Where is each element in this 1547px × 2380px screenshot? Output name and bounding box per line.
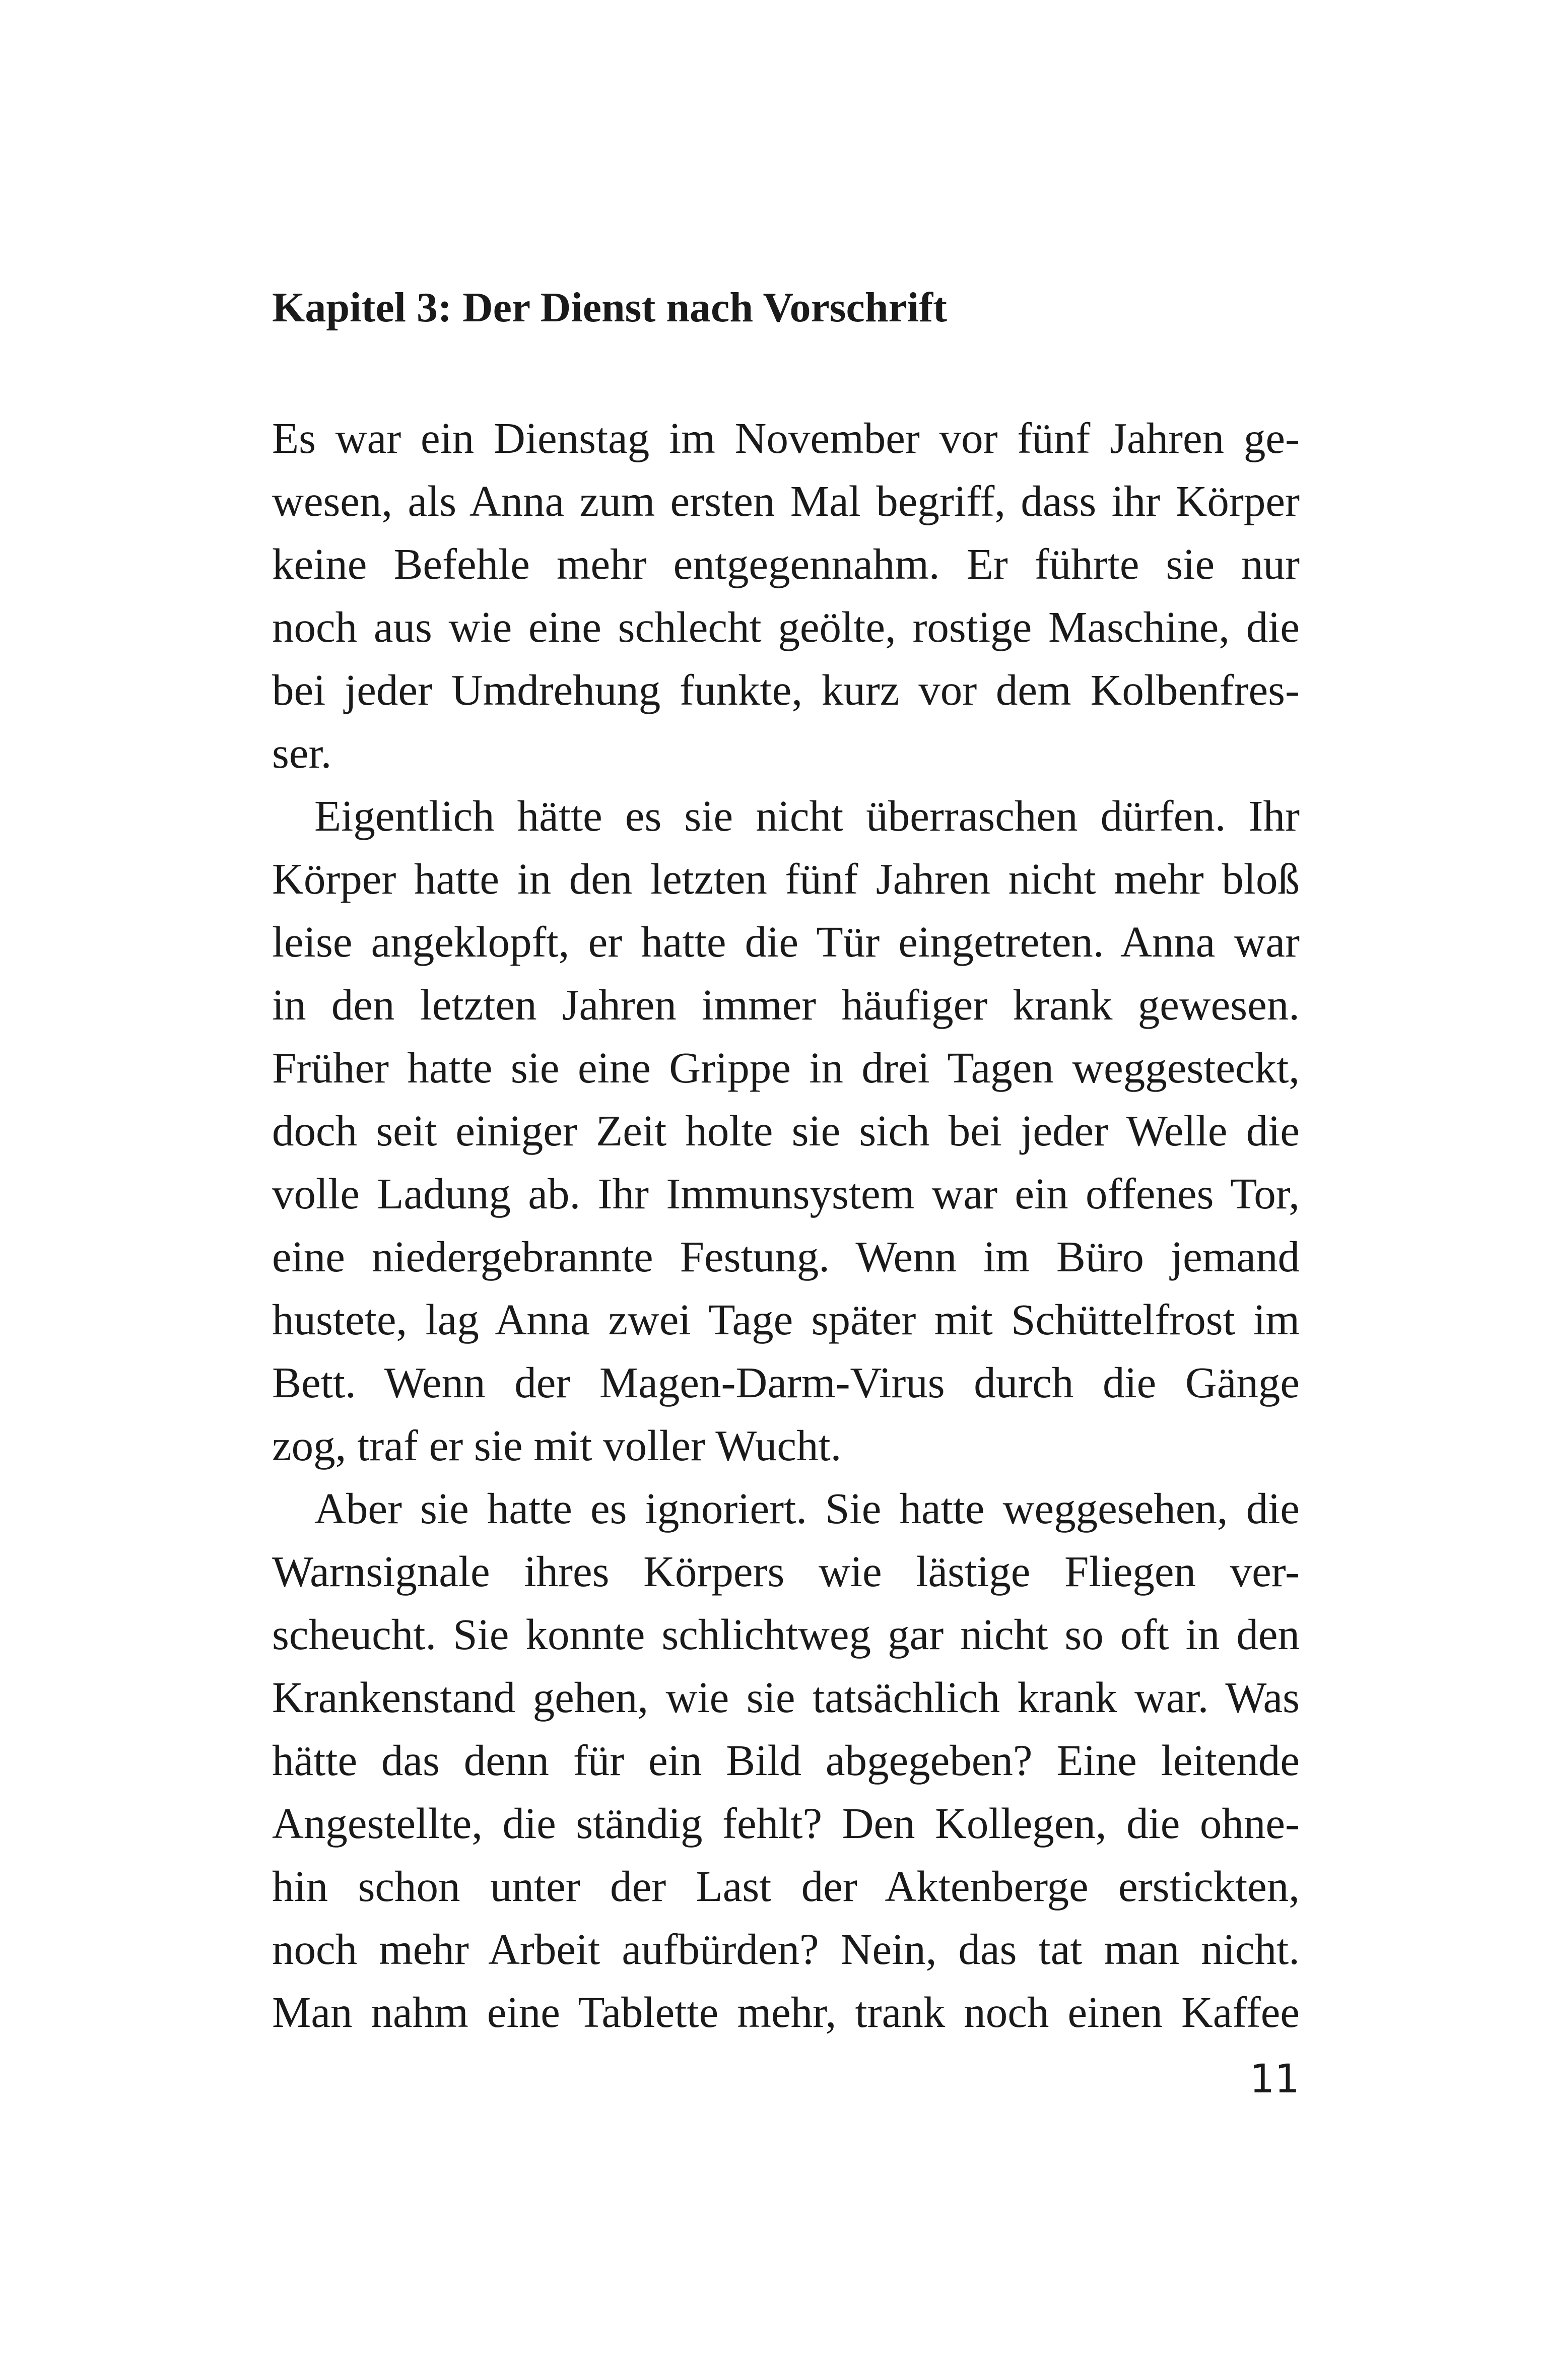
- paragraph-3: [272, 1477, 1300, 2044]
- text-line: keine Befehle mehr entgegennahm. Er führte sie nur: [272, 539, 1300, 588]
- text-line: Es war ein Dienstag im November vor fünf Jahren ge-: [272, 414, 1300, 462]
- text-line: eine niedergebrannte Festung. Wenn im Büro jemand: [272, 1232, 1300, 1281]
- page-number: 11: [1249, 2057, 1300, 2102]
- text-line: hätte das denn für ein Bild abgegeben? Eine leitende: [272, 1736, 1300, 1785]
- text-line: Angestellte, die ständig fehlt? Den Kollegen, die ohne-: [272, 1799, 1300, 1848]
- text-line: doch seit einiger Zeit holte sie sich bei jeder Welle die: [272, 1106, 1300, 1155]
- text-line: Aber sie hatte es ignoriert. Sie hatte weggesehen, die: [314, 1484, 1300, 1533]
- text-line: zog, traf er sie mit voller Wucht.: [272, 1421, 842, 1470]
- text-line: noch mehr Arbeit aufbürden? Nein, das tat man nicht.: [272, 1925, 1300, 1974]
- text-line: hustete, lag Anna zwei Tage später mit Schüttelfrost im: [272, 1295, 1300, 1344]
- chapter-title: Kapitel 3: Der Dienst nach Vorschrift: [272, 284, 948, 331]
- text-block: [272, 280, 1300, 2044]
- paragraph-1: [272, 406, 1300, 784]
- text-line: Eigentlich hätte es sie nicht überraschen dürfen. Ihr: [314, 791, 1300, 840]
- text-line: Man nahm eine Tablette mehr, trank noch einen Kaffee: [272, 1988, 1300, 2036]
- text-line: Früher hatte sie eine Grippe in drei Tagen weggesteckt,: [272, 1043, 1300, 1092]
- text-line: bei jeder Umdrehung funkte, kurz vor dem Kolbenfres-: [272, 665, 1300, 714]
- text-line: ser.: [272, 728, 332, 777]
- text-line: Körper hatte in den letzten fünf Jahren nicht mehr bloß: [272, 854, 1300, 903]
- text-line: wesen, als Anna zum ersten Mal begriff, dass ihr Körper: [272, 477, 1300, 525]
- text-line: scheucht. Sie konnte schlichtweg gar nicht so oft in den: [272, 1610, 1300, 1659]
- text-line: Krankenstand gehen, wie sie tatsächlich krank war. Was: [272, 1673, 1300, 1722]
- text-line: in den letzten Jahren immer häufiger krank gewesen.: [272, 980, 1300, 1029]
- text-line: noch aus wie eine schlecht geölte, rostige Maschine, die: [272, 602, 1300, 651]
- text-line: Bett. Wenn der Magen-Darm-Virus durch die Gänge: [272, 1358, 1300, 1407]
- text-line: Warnsignale ihres Körpers wie lästige Fliegen ver-: [272, 1547, 1300, 1596]
- body-text: [272, 406, 1300, 2044]
- text-line: volle Ladung ab. Ihr Immunsystem war ein offenes Tor,: [272, 1169, 1300, 1218]
- paragraph-2: [272, 784, 1300, 1477]
- text-line: hin schon unter der Last der Aktenberge erstickten,: [272, 1862, 1300, 1911]
- text-line: leise angeklopft, er hatte die Tür eingetreten. Anna war: [272, 917, 1300, 966]
